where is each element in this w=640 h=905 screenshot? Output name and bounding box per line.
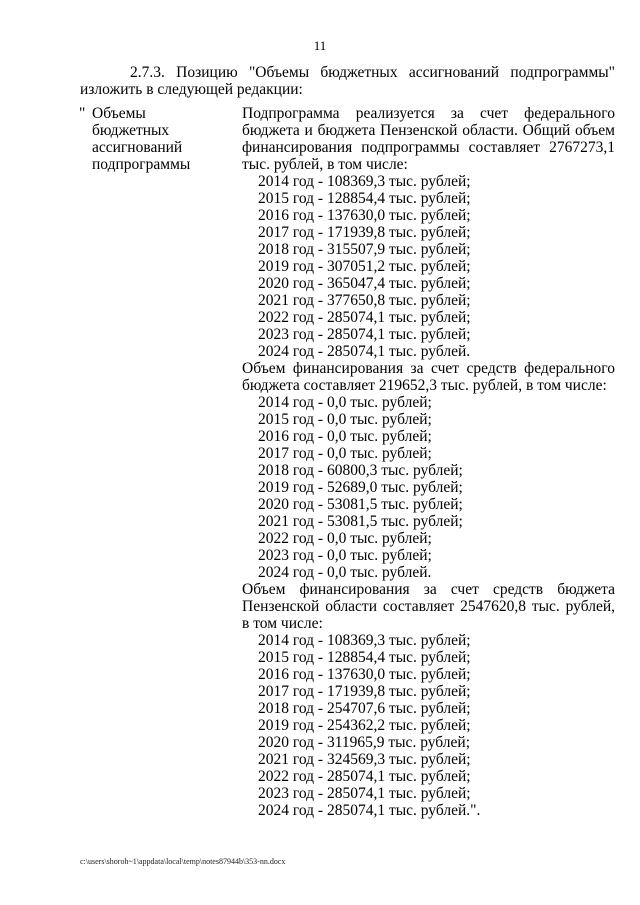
position-title-cell xyxy=(92,105,232,173)
federal-year-item: 2015 год - 0,0 тыс. рублей; xyxy=(258,411,432,428)
general-year-item: 2016 год - 137630,0 тыс. рублей; xyxy=(258,207,471,224)
general-year-item: 2022 год - 285074,1 тыс. рублей; xyxy=(258,309,471,326)
amendment-intro xyxy=(80,64,615,98)
general-year-item: 2014 год - 108369,3 тыс. рублей; xyxy=(258,173,471,190)
federal-year-item: 2020 год - 53081,5 тыс. рублей; xyxy=(258,496,463,513)
regional-year-item: 2024 год - 285074,1 тыс. рублей.". xyxy=(258,802,481,819)
position-title-line: подпрограммы xyxy=(92,156,191,173)
funding-description-cell xyxy=(242,105,615,819)
regional-year-item: 2023 год - 285074,1 тыс. рублей; xyxy=(258,785,471,802)
general-year-item: 2015 год - 128854,4 тыс. рублей; xyxy=(258,190,471,207)
federal-year-item: 2021 год - 53081,5 тыс. рублей; xyxy=(258,513,463,530)
general-year-item: 2018 год - 315507,9 тыс. рублей; xyxy=(258,241,471,258)
federal-funding-paragraph: Объем финансирования за счет средств федерального бюджета составляет 219652,3 тыс. рублей, в том числе: xyxy=(242,360,615,394)
general-year-item: 2024 год - 285074,1 тыс. рублей. xyxy=(258,343,471,360)
general-year-item: 2017 год - 171939,8 тыс. рублей; xyxy=(258,224,471,241)
general-year-item: 2023 год - 285074,1 тыс. рублей; xyxy=(258,326,471,343)
regional-year-item: 2022 год - 285074,1 тыс. рублей; xyxy=(258,768,471,785)
federal-year-item: 2024 год - 0,0 тыс. рублей. xyxy=(258,564,432,581)
federal-year-item: 2022 год - 0,0 тыс. рублей; xyxy=(258,530,432,547)
federal-year-item: 2018 год - 60800,3 тыс. рублей; xyxy=(258,462,463,479)
regional-year-item: 2018 год - 254707,6 тыс. рублей; xyxy=(258,700,471,717)
federal-year-item: 2019 год - 52689,0 тыс. рублей; xyxy=(258,479,463,496)
general-year-list xyxy=(242,173,615,360)
regional-funding-paragraph: Объем финансирования за счет средств бюджета Пензенской области составляет 2547620,8 тыс. рублей, в том числе: xyxy=(242,581,615,632)
federal-year-list xyxy=(242,394,615,581)
general-year-item: 2021 год - 377650,8 тыс. рублей; xyxy=(258,292,471,309)
regional-year-item: 2019 год - 254362,2 тыс. рублей; xyxy=(258,717,471,734)
opening-quote-mark: " xyxy=(79,105,86,122)
position-title-line: ассигнований xyxy=(92,139,183,156)
general-year-item: 2019 год - 307051,2 тыс. рублей; xyxy=(258,258,471,275)
intro-second-line: изложить в следующей редакции: xyxy=(80,81,303,98)
general-funding-paragraph: Подпрограмма реализуется за счет федерального бюджета и бюджета Пензенской области. Общий объем финансирования подпрограммы составляет 2767273,1 тыс. рублей, в том числе: xyxy=(242,105,615,173)
regional-year-item: 2017 год - 171939,8 тыс. рублей; xyxy=(258,683,471,700)
document-file-path: c:\users\shoroh~1\appdata\local\temp\notes87944b\353-nn.docx xyxy=(80,857,286,866)
federal-year-item: 2017 год - 0,0 тыс. рублей; xyxy=(258,445,432,462)
federal-year-item: 2014 год - 0,0 тыс. рублей; xyxy=(258,394,432,411)
regional-year-item: 2014 год - 108369,3 тыс. рублей; xyxy=(258,632,471,649)
federal-year-item: 2023 год - 0,0 тыс. рублей; xyxy=(258,547,432,564)
intro-first-line: 2.7.3. Позицию "Объемы бюджетных ассигнований подпрограммы" xyxy=(130,64,615,81)
federal-year-item: 2016 год - 0,0 тыс. рублей; xyxy=(258,428,432,445)
regional-year-item: 2020 год - 311965,9 тыс. рублей; xyxy=(258,734,470,751)
position-title-line: бюджетных xyxy=(92,122,170,139)
page-number: 11 xyxy=(313,38,327,53)
regional-year-item: 2016 год - 137630,0 тыс. рублей; xyxy=(258,666,471,683)
position-title-line: Объемы xyxy=(92,105,146,122)
general-year-item: 2020 год - 365047,4 тыс. рублей; xyxy=(258,275,471,292)
regional-year-item: 2015 год - 128854,4 тыс. рублей; xyxy=(258,649,471,666)
regional-year-item: 2021 год - 324569,3 тыс. рублей; xyxy=(258,751,471,768)
regional-year-list xyxy=(242,632,615,819)
